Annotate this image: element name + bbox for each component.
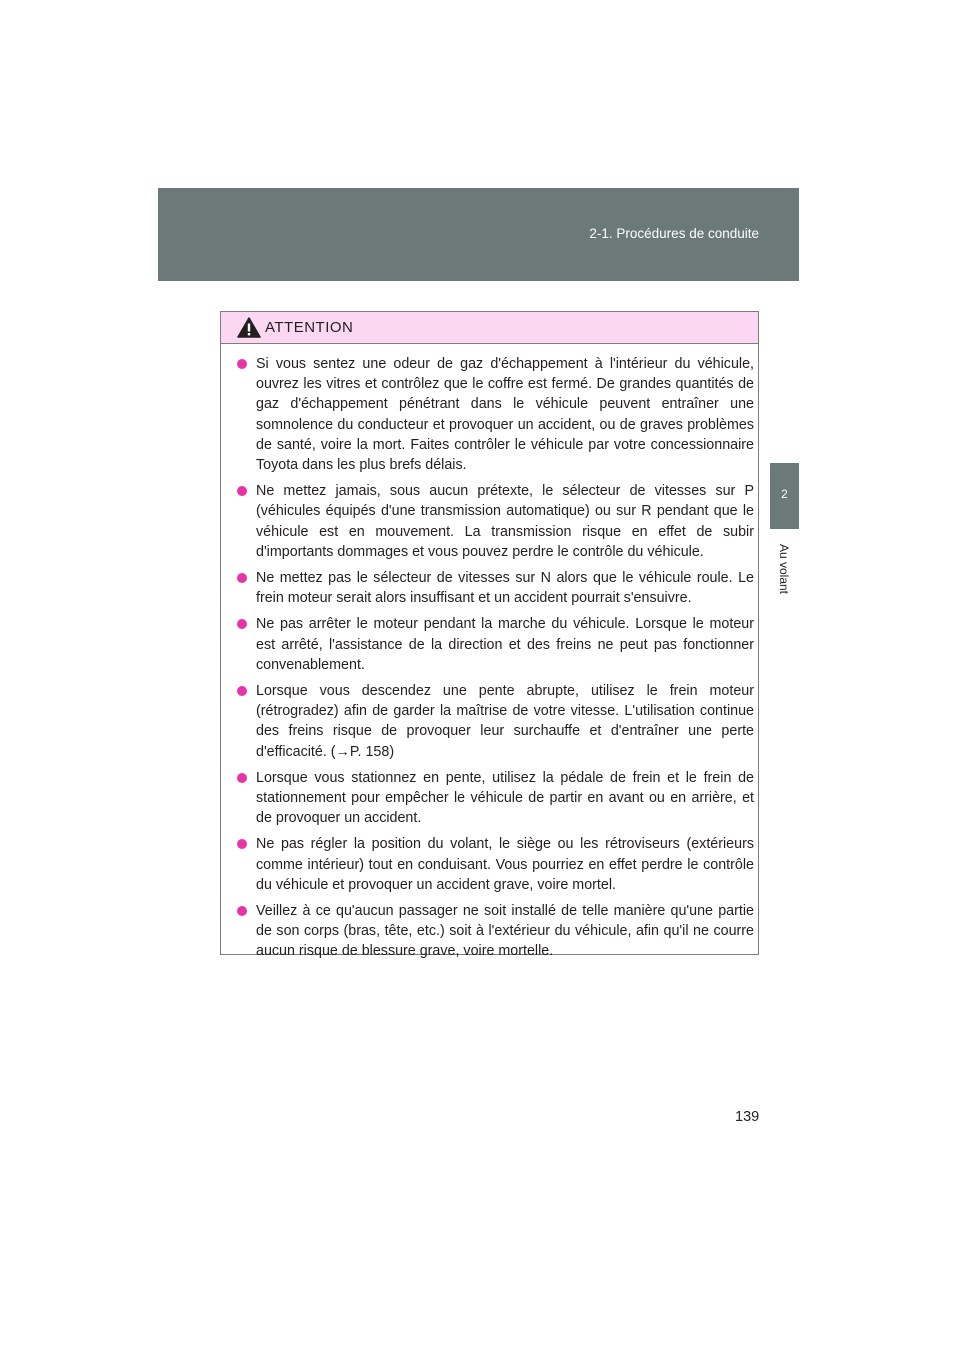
caution-item [237,834,754,895]
page-number: 139 [735,1109,760,1125]
bullet-dot-icon [237,773,247,783]
caution-title: ATTENTION [265,319,354,336]
caution-item-text: Ne mettez pas le sélecteur de vitesses sur N alors que le véhicule roule. Le frein moteur serait alors insuffisant et un accident pourrait s'ensuivre. [256,570,754,607]
caution-item [237,768,754,829]
bullet-dot-icon [237,619,247,629]
bullet-dot-icon [237,839,247,849]
caution-header [221,312,758,344]
caution-box [220,311,759,960]
caution-item-text: Ne pas arrêter le moteur pendant la marche du véhicule. Lorsque le moteur est arrêté, l'assistance de la direction et des freins ne peut pas fonctionner convenablement. [256,616,754,673]
bullet-dot-icon [237,486,247,496]
chapter-label [776,534,792,604]
caution-item [237,481,754,562]
caution-item [237,614,754,675]
section-title: 2-1. Procédures de conduite [589,226,759,241]
caution-item-text: Si vous sentez une odeur de gaz d'échappement à l'intérieur du véhicule, ouvrez les vitres et contrôlez que le coffre est fermé. De grandes quantités de gaz d'échappement pénétrant dans le véhicule peuvent entraîner une somnolence du conducteur et provoquer un accident, ou de graves problèmes de santé, voire la mort. Faites contrôler le véhicule par votre concessionnaire Toyota dans les plus brefs délais. [256,356,754,474]
caution-list [221,344,758,962]
chapter-tab [770,463,799,529]
chapter-number: 2 [781,487,788,501]
caution-item-text: Ne mettez jamais, sous aucun prétexte, le sélecteur de vitesses sur P (véhicules équipés d'une transmission automatique) ou sur R pendant que le véhicule est en mouvement. La transmission risque en effet de subir d'importants dommages et vous pouvez perdre le contrôle du véhicule. [256,483,754,560]
caution-item [237,568,754,608]
bullet-dot-icon [237,359,247,369]
header-band [158,188,799,281]
warning-triangle-icon [237,317,261,338]
chapter-label-text: Au volant [777,543,791,595]
bullet-dot-icon [237,906,247,916]
caution-item [237,901,754,962]
caution-item-text: Lorsque vous descendez une pente abrupte, utilisez le frein moteur (rétrogradez) afin de garder la maîtrise de votre vitesse. L'utilisation continue des freins risque de provoquer leur surchauffe et d'entraîner une perte d'efficacité. (→P. 158) [256,683,754,760]
bullet-dot-icon [237,573,247,583]
caution-item [237,354,754,475]
caution-item-text: Ne pas régler la position du volant, le siège ou les rétroviseurs (extérieurs comme intérieur) tout en conduisant. Vous pourriez en effet perdre le contrôle du véhicule et provoquer un accident grave, voire mortel. [256,836,754,893]
bullet-dot-icon [237,686,247,696]
caution-item-text: Lorsque vous stationnez en pente, utilisez la pédale de frein et le frein de stationnement pour empêcher le véhicule de partir en avant ou en arrière, et de provoquer un accident. [256,769,754,827]
caution-item [237,681,754,762]
caution-item-text: Veillez à ce qu'aucun passager ne soit installé de telle manière qu'une partie de son corps (bras, tête, etc.) soit à l'extérieur du véhicule, afin qu'il ne courre aucun risque de blessure grave, voire mortelle. [256,903,754,960]
